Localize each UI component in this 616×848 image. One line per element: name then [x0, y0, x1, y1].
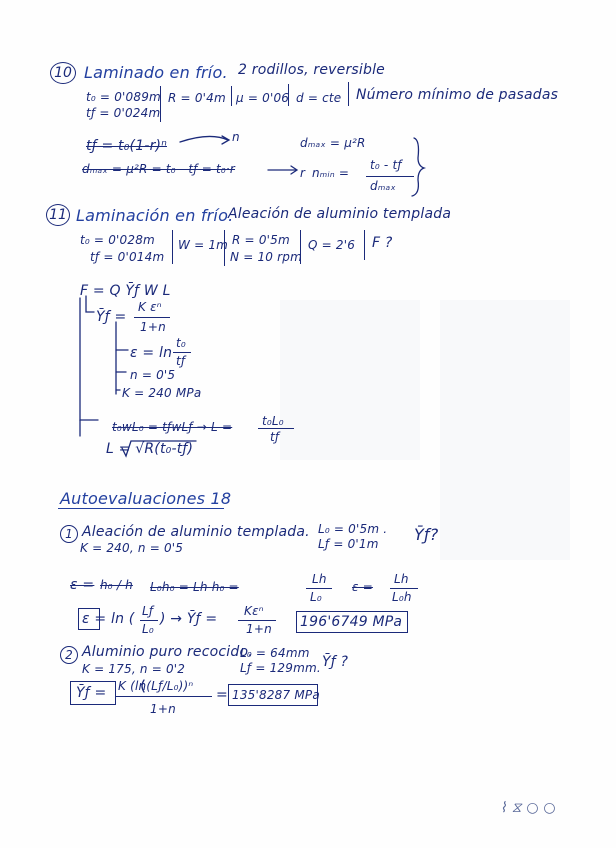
- q1-Y-den: 1+n: [246, 622, 272, 636]
- p10-sep-2: [231, 86, 232, 106]
- p10-t0: t₀ = 0'089m: [86, 90, 161, 104]
- p11-eps-bar: [173, 352, 191, 353]
- p10-d: d = cte: [296, 91, 342, 105]
- p11-question: F ?: [372, 235, 393, 251]
- corner-doodle: ⌇ ⧖ ○ ○: [500, 800, 556, 816]
- p11-Q: Q = 2'6: [308, 238, 356, 252]
- p11-Yf-num: K εⁿ: [138, 300, 162, 314]
- problem-11-subtitle: Aleación de aluminio templada: [228, 206, 452, 222]
- q2-number: 2: [60, 646, 78, 664]
- p10-sep-4: [348, 82, 349, 106]
- problem-10-subtitle: 2 rodillos, reversible: [238, 62, 385, 78]
- p10-arrow-head: [222, 136, 229, 144]
- p11-K-val: K = 240 MPa: [122, 386, 202, 400]
- p11-L-eq: L = √R(t₀-tƒ): [106, 441, 194, 457]
- p11-Yf-den: 1+n: [140, 320, 166, 334]
- p10-R: R = 0'4m: [168, 91, 226, 105]
- p10-dmax1: dₘₐₓ = μ²R: [300, 136, 366, 150]
- p11-eps-left: ε = ln: [130, 345, 173, 361]
- q2-equals: =: [216, 687, 228, 703]
- p11-struck-bar: [258, 428, 294, 429]
- p11-t0: t₀ = 0'028m: [80, 233, 155, 247]
- q1-struck-3: ε =: [352, 580, 373, 594]
- p10-nmin-left: nₘᵢₙ =: [312, 166, 350, 180]
- q1-Lf: Lƒ = 0'1m: [318, 537, 379, 551]
- problem-10-title: Laminado en frío.: [84, 63, 228, 82]
- p10-arrow-r-head: [291, 166, 297, 174]
- q1-eps-frac-den: L₀: [142, 622, 154, 636]
- q1-result: 196'6749 MPa: [300, 614, 403, 630]
- p10-nmin-bar: [366, 176, 414, 177]
- problem-10-number: 10: [50, 62, 76, 84]
- p10-arrow-r: r: [300, 166, 306, 180]
- q1-eps-frac-bar: [140, 620, 158, 621]
- problem-11-title: Laminación en frío.: [76, 206, 234, 225]
- q2-Y-left: Ȳƒ =: [76, 685, 107, 701]
- q1-eps-frac-num: Lƒ: [142, 604, 154, 618]
- q2-Lf: Lƒ = 129mm.: [240, 661, 321, 675]
- q1-Y-num: Kεⁿ: [244, 604, 264, 618]
- q1-struck-frac: h₀ / h: [100, 578, 133, 592]
- q2-Y-bar: [116, 696, 212, 697]
- show-through-right: [440, 300, 570, 560]
- q1-params: K = 240, n = 0'5: [80, 541, 184, 555]
- p11-sep-4: [364, 230, 365, 260]
- q1-title: Aleación de aluminio templada.: [82, 524, 310, 540]
- q1-struck-frac3-bar: [390, 588, 418, 589]
- p11-sep-3: [300, 230, 301, 264]
- p10-mu: μ = 0'06: [236, 91, 290, 105]
- p10-sep-3: [288, 84, 289, 106]
- p11-N: N = 10 rpm: [230, 250, 302, 264]
- q2-params: K = 175, n = 0'2: [82, 662, 186, 676]
- q1-struck-frac2-num: Lh: [312, 572, 327, 586]
- p11-tf: tƒ = 0'014m: [90, 250, 165, 264]
- show-through-left: [280, 300, 420, 460]
- p11-W: W = 1m: [178, 238, 229, 252]
- q1-struck-2: L₀h₀ = Lh h₀ =: [150, 580, 239, 594]
- p10-arrow-line: [180, 136, 228, 142]
- q1-struck-frac3-num: Lh: [394, 572, 409, 586]
- p11-struck: t₀wL₀ = tƒwLƒ → L =: [112, 420, 233, 434]
- p10-sep-1: [160, 86, 161, 122]
- auto-heading: Autoevaluaciones 18: [60, 489, 232, 508]
- p11-eps-den: tƒ: [176, 354, 186, 368]
- p10-tf: tƒ = 0'024m: [86, 106, 161, 120]
- p11-eps-num: t₀: [176, 336, 186, 350]
- p11-F-eq: F = Q Ȳƒ W L: [80, 283, 171, 299]
- q1-question: Ȳƒ?: [414, 525, 439, 544]
- p11-struck-den: tƒ: [270, 430, 280, 444]
- p11-sep-1: [172, 230, 173, 264]
- q2-title: Aluminio puro recocido.: [82, 644, 253, 660]
- p11-struck-num: t₀L₀: [262, 414, 284, 428]
- p10-nmin-num: t₀ - tƒ: [370, 158, 402, 172]
- p11-R: R = 0'5m: [232, 233, 290, 247]
- p10-brace: [412, 138, 424, 196]
- p10-eq1: tƒ = t₀(1-r)ⁿ: [86, 138, 167, 154]
- q2-result: 135'8287 MPa: [232, 688, 320, 702]
- q1-L0: L₀ = 0'5m .: [318, 522, 388, 536]
- q2-Y-num: K (ln(Lƒ/L₀))ⁿ: [118, 679, 194, 693]
- p10-question: Número mínimo de pasadas: [356, 87, 559, 103]
- q1-struck-frac2-den: L₀: [310, 590, 322, 604]
- q1-eps: ε = ln (: [82, 611, 135, 627]
- p11-Yf-left: Ȳƒ =: [96, 309, 127, 325]
- q1-Y-bar: [238, 620, 276, 621]
- problem-11-number: 11: [46, 204, 70, 226]
- p11-Yf-bar: [134, 317, 170, 318]
- q2-L0: L₀ = 64mm: [240, 646, 310, 660]
- q1-struck-eps: ε =: [70, 577, 95, 593]
- p11-n-val: n = 0'5: [130, 368, 176, 382]
- p10-nmin-den: dₘₐₓ: [370, 179, 396, 193]
- auto-heading-underline: [58, 508, 224, 509]
- q1-struck-frac3-den: L₀h: [392, 590, 412, 604]
- q1-number: 1: [60, 525, 78, 543]
- q2-question: Ȳƒ ?: [322, 654, 349, 670]
- p10-eq2: dₘₐₓ = μ²R = t₀ - tƒ = t₀·r: [82, 162, 236, 176]
- p11-sep-2: [224, 230, 225, 266]
- q2-Y-den: 1+n: [150, 702, 176, 716]
- q1-eps-close: ) → Ȳƒ =: [160, 611, 218, 627]
- q1-struck-frac2-bar: [306, 588, 332, 589]
- p10-arrow-n: n: [232, 130, 240, 144]
